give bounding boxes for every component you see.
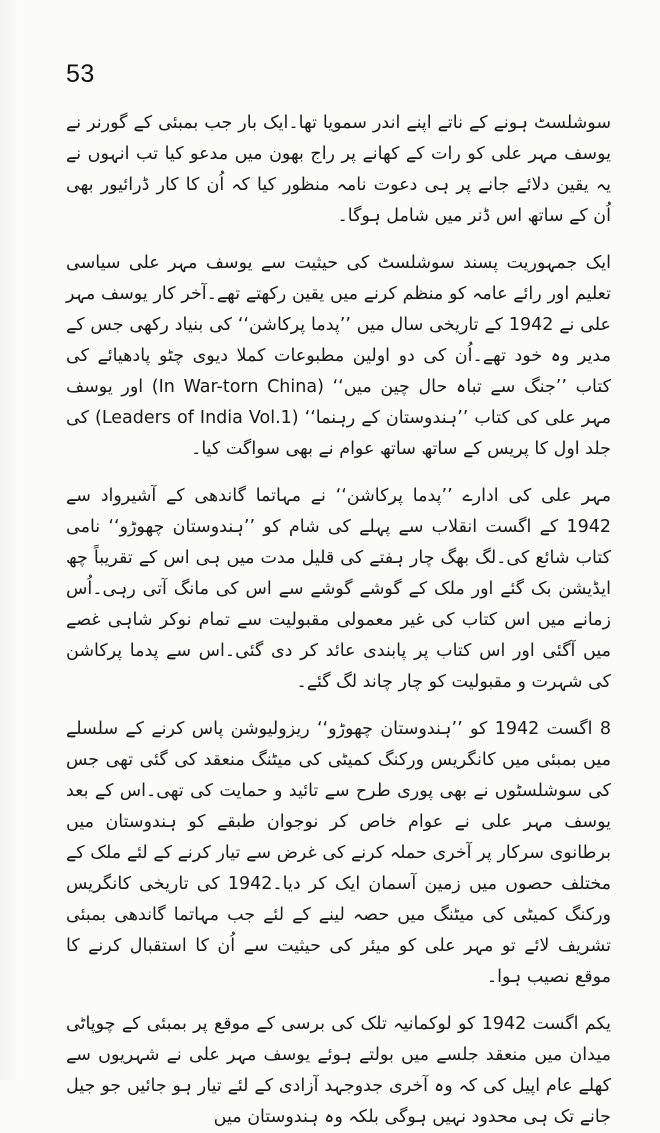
page-body	[66, 108, 612, 1127]
page-number: 53	[66, 60, 95, 88]
paragraph-4: 8 اگست 1942 کو ’’ہندوستان چھوڑو‘‘ ریزولیوشن پاس کرنے کے سلسلے میں بمبئی میں کانگریس ورکنگ کمیٹی کی میٹنگ منعقد کی گئی تھی جس کی سوشلسٹوں نے بھی پوری طرح سے تائید و حمایت کی تھی۔اس کے بعد یوسف مہر علی نے عوام خاص کر نوجوان طبقے کو ہندوستان میں برطانوی سرکار پر آخری حملہ کرنے کی غرض سے تیار کرنے کے لئے ملک کے مختلف حصوں میں زمین آسمان ایک کر دیا۔1942 کی تاریخی کانگریس ورکنگ کمیٹی کی میٹنگ میں حصہ لینے کے لئے جب مہاتما گاندھی بمبئی تشریف لائے تو مہر علی کو میئر کی حیثیت سے اُن کا استقبال کرنے کا موقع نصیب ہوا۔	[66, 719, 611, 987]
paragraph-2: ایک جمہوریت پسند سوشلسٹ کی حیثیت سے یوسف مہر علی سیاسی تعلیم اور رائے عامہ کو منظم کرنے میں یقین رکھتے تھے۔آخر کار یوسف مہر علی نے 1942 کے تاریخی سال میں ’’پدما پرکاشن‘‘ کی بنیاد رکھی جس کے مدیر وہ خود تھے۔اُن کی دو اولین مطبوعات کملا دیوی چٹو پادھیائے کی کتاب ’’جنگ سے تباہ حال چین میں‘‘ (In War-torn China) اور یوسف مہر علی کی کتاب ’’ہندوستان کے رہنما‘‘ (Leaders of India Vol.1) کی جلد اول کا پریس کے ساتھ ساتھ عوام نے بھی سواگت کیا۔	[66, 253, 612, 459]
paragraph-5: یکم اگست 1942 کو لوکمانیہ تلک کی برسی کے موقع پر بمبئی کے چوپاٹی میدان میں منعقد جلسے میں بولتے ہوئے یوسف مہر علی نے شہریوں سے کھلے عام اپیل کی کہ وہ آخری جدوجہد آزادی کے لئے تیار ہو جائیں جو جیل جانے تک ہی محدود نہیں ہوگی بلکہ وہ ہندوستان میں	[66, 1014, 612, 1127]
paragraph-1: سوشلسٹ ہونے کے ناتے اپنے اندر سمویا تھا۔ایک بار جب بمبئی کے گورنر نے یوسف مہر علی کو رات کے کھانے پر راج بھون میں مدعو کیا تب انہوں نے یہ یقین دلائے جانے پر ہی دعوت نامہ منظور کیا کہ اُن کا کار ڈرائیور بھی اُن کے ساتھ اس ڈنر میں شامل ہوگا۔	[66, 113, 611, 226]
paragraph-3: مہر علی کی ادارے ’’پدما پرکاشن‘‘ نے مہاتما گاندھی کے آشیرواد سے 1942 کے اگست انقلاب سے پہلے کی شام کو ’’ہندوستان چھوڑو‘‘ نامی کتاب شائع کی۔لگ بھگ چار ہفتے کی قلیل مدت میں ہی اس کے تقریباً چھ ایڈیشن بک گئے اور ملک کے گوشے گوشے سے اس کی مانگ آتی رہی۔اُس زمانے میں اس کتاب کی غیر معمولی مقبولیت سے تمام نوکر شاہی غصے میں آگئی اور اس کتاب پر پابندی عائد کر دی گئی۔اس سے پدما پرکاشن کی شہرت و مقبولیت کو چار چاند لگ گئے۔	[66, 486, 611, 692]
